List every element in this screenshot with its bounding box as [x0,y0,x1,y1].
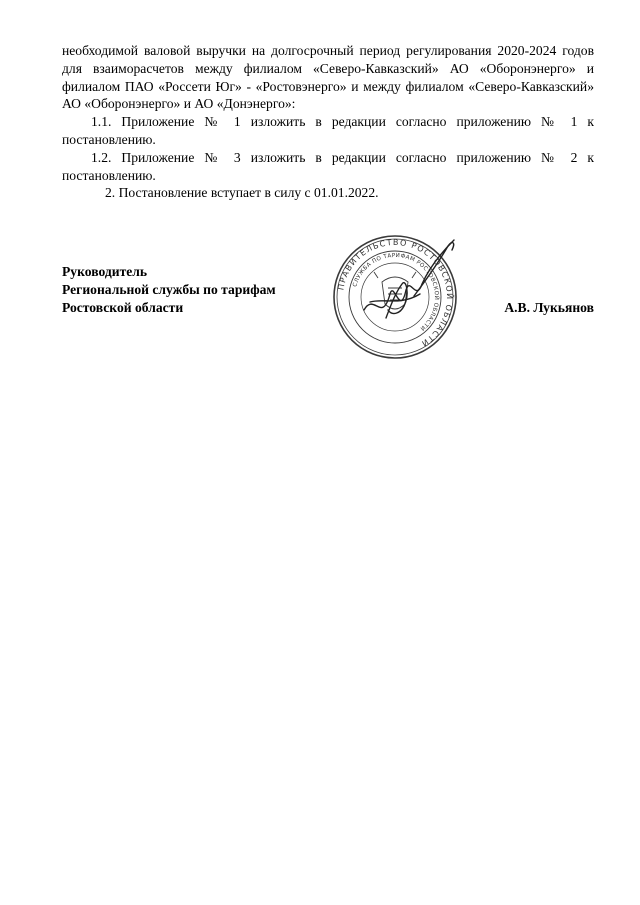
seal-inner-text: СЛУЖБА ПО ТАРИФАМ РОСТОВСКОЙ ОБЛАСТИ [352,252,440,332]
paragraph-item-1-2: 1.2. Приложение № 3 изложить в редакции согласно приложению № 2 к постановлению. [62,149,594,183]
seal-outer-text: ПРАВИТЕЛЬСТВО РОСТОВСКОЙ ОБЛАСТИ [336,237,455,349]
paragraph-continuation: необходимой валовой выручки на долгосрочный период регулирования 2020-2024 годов для взаиморасчетов между филиалом «Северо-Кавказский» АО «Оборонэнерго» и филиалом ПАО «Россети Юг» - «Ростовэнерго» и между филиалом «Северо-Кавказский» АО «Оборонэнерго» и АО «Донэнерго»: [62,43,594,112]
signature-block [62,263,594,316]
signer-position-line-1: Руководитель [62,264,148,279]
signer-name: А.В. Лукьянов [504,299,594,315]
paragraph-item-2: 2. Постановление вступает в силу с 01.01.2022. [105,185,379,201]
signer-position-line-2: Региональной службы по тарифам [62,281,276,297]
signer-position-line-3: Ростовской области [62,299,184,315]
document-body [62,42,594,202]
paragraph-item-1-1: 1.1. Приложение № 1 изложить в редакции согласно приложению № 1 к постановлению. [62,114,594,147]
